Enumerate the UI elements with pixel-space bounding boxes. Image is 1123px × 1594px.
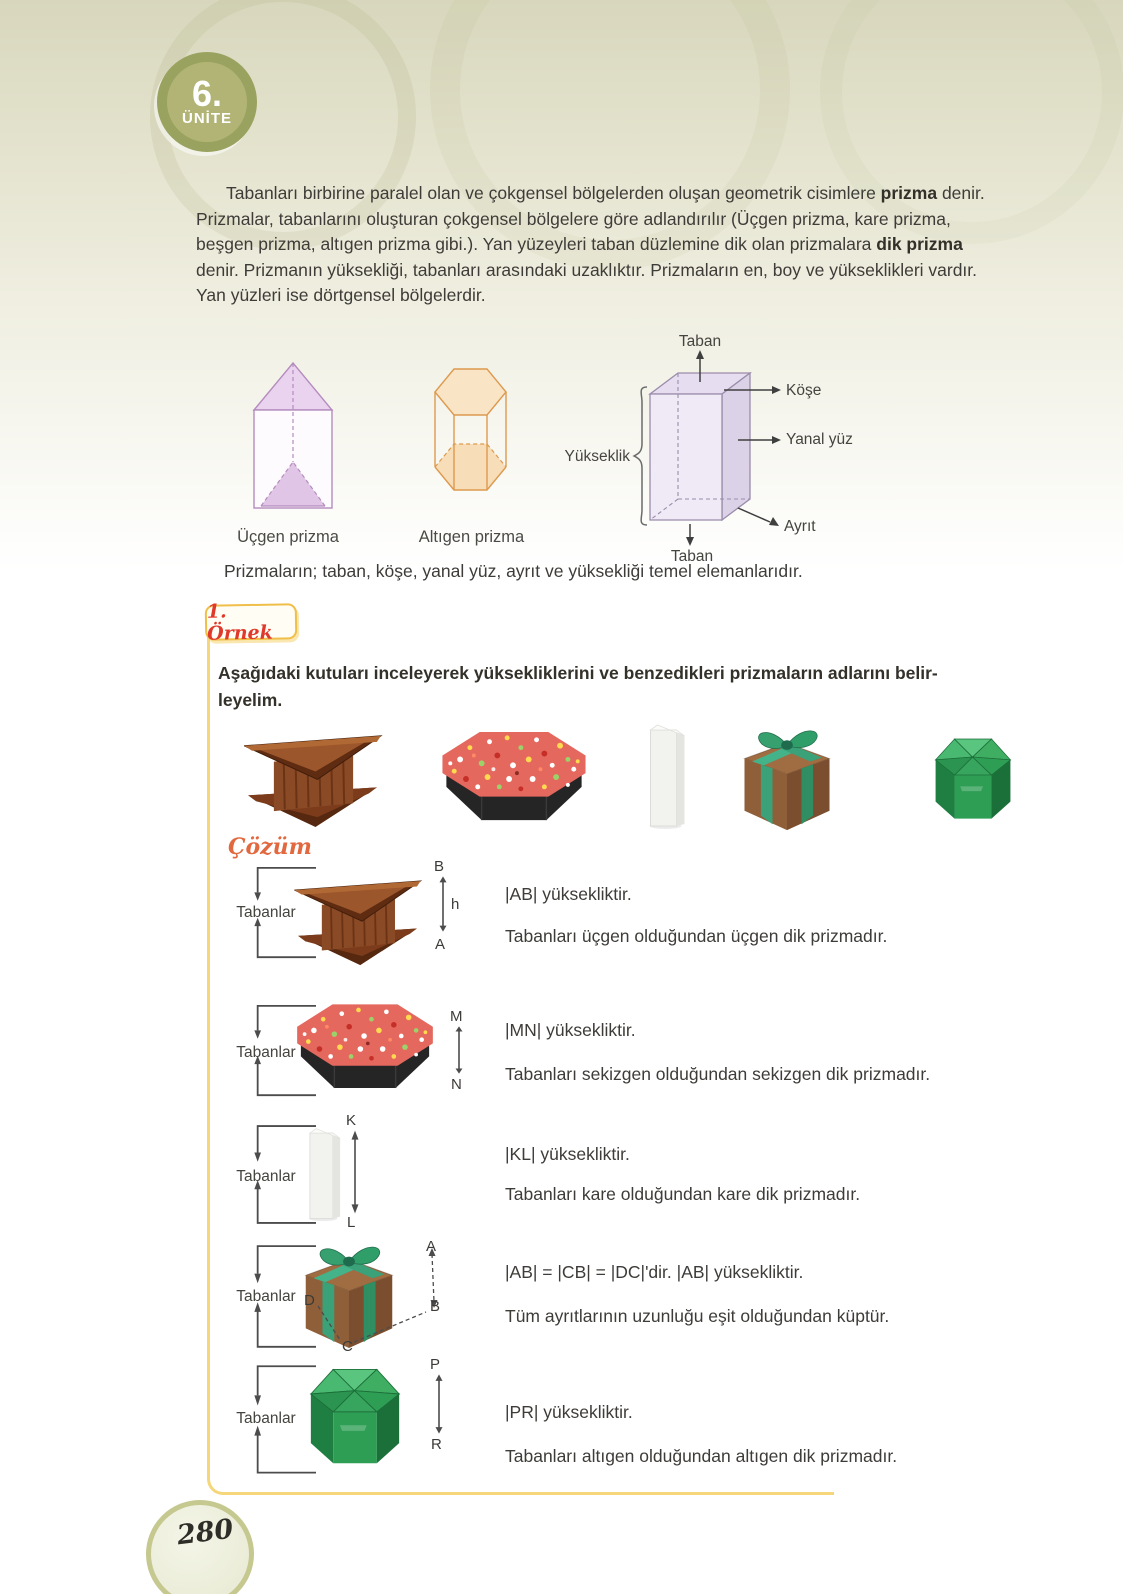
green-hexagonal-box-image [928,726,1018,826]
solution-text-line2: Tabanları kare olduğundan kare dik prizmadır. [505,1184,861,1204]
label-ayrit: Ayrıt [784,518,816,535]
intro-text: denir. Prizmalar, tabanlarını oluşturan çokgensel bölgelere göre adlandırılır (Üçgen prizma, kare prizma, beşgen prizma, altıgen prizma gibi.). Yan yüzeyleri taban düzlemine dik olan prizmalara [196,183,985,254]
example-badge [205,600,298,645]
label-yukseklik: Yükseklik [564,448,630,465]
point-label: C [342,1338,353,1355]
point-label: M [450,1008,463,1025]
solution-row [220,1350,1123,1488]
solution-text-line2: Tabanları sekizgen olduğundan sekizgen dik prizmadır. [505,1064,931,1084]
height-measure-line [453,1026,465,1074]
page-number: 280 [175,1513,236,1552]
wooden-triangular-box-image [285,870,430,966]
elements-sentence: Prizmaların; taban, köşe, yanal yüz, ayrıt ve yüksekliği temel elemanlarıdır. [224,561,803,581]
point-label: K [346,1112,357,1129]
solution-text-line1: |AB| yüksekliktir. [505,884,632,904]
tabanlar-label: Tabanlar [236,1288,296,1305]
unit-number: 6. [191,73,223,114]
example-title: 1. Örnek [206,600,274,645]
point-label: N [451,1076,462,1093]
green-hexagonal-box-image [288,1356,422,1470]
solution-row [220,990,1123,1108]
point-label: D [304,1292,315,1309]
solution-text-line1: |KL| yüksekliktir. [505,1144,630,1164]
intro-paragraph [196,181,996,309]
hexagonal-prism-diagram [423,362,518,520]
solution-row [220,1226,1123,1356]
unit-label: ÜNİTE [182,110,232,127]
example-question [218,660,1028,714]
point-label: R [431,1436,442,1453]
page-number-circle [146,1500,254,1594]
tabanlar-label: Tabanlar [236,1410,296,1427]
octagonal-sprinkle-box-image [428,730,600,828]
label-kose: Köşe [786,382,822,399]
intro-text: Tabanları birbirine paralel olan ve çokgensel bölgelerden oluşan geometrik cisimlere [226,183,881,203]
intro-bold-prizma: prizma [880,183,938,203]
question-line-1: Aşağıdaki kutuları inceleyerek yüksekliklerini ve benzedikleri prizmaların adlarını belir- [218,663,938,683]
height-measure-line [349,1130,361,1214]
question-line-2: leyelim. [218,690,283,710]
solution-row [220,1108,1123,1230]
height-measure-line [433,1374,445,1434]
point-label: L [347,1214,356,1231]
intro-text: denir. Prizmanın yüksekliği, tabanları arasındaki uzaklıktır. Prizmaların en, boy ve yükseklikleri vardır. Yan yüzleri ise dörtgensel bölgelerdir. [196,259,978,305]
label-taban-bottom: Taban [670,548,714,565]
point-label: A [426,1238,437,1255]
wooden-triangular-box-image [235,724,390,828]
cube-edge-measure-lines [270,1232,440,1354]
white-square-column-image [302,1126,348,1222]
intro-bold-dik-prizma: dik prizma [876,234,963,254]
hexagonal-prism-caption: Altıgen prizma [418,528,525,546]
point-label: A [435,936,446,953]
tabanlar-label: Tabanlar [236,1168,296,1185]
label-taban-top: Taban [678,333,722,350]
label-yanal-yuz: Yanal yüz [786,431,853,448]
point-label: P [430,1356,441,1373]
point-label: B [430,1298,441,1315]
brown-gift-cube-image [728,718,846,832]
point-label: B [434,858,445,875]
height-measure-line [437,876,449,932]
solution-text-line2: Tüm ayrıtlarının uzunluğu eşit olduğundan küptür. [505,1306,890,1326]
tabanlar-label: Tabanlar [236,1044,296,1061]
solution-row [220,854,1123,974]
solution-text-line1: |PR| yüksekliktir. [505,1402,633,1422]
triangular-prism-diagram [248,358,338,518]
solution-text-line1: |AB| = |CB| = |DC|'dir. |AB| yüksekliktir. [505,1262,804,1282]
height-label: h [451,896,460,913]
solution-text-line2: Tabanları altıgen olduğundan altıgen dik prizmadır. [505,1446,898,1466]
tabanlar-label: Tabanlar [236,904,296,921]
solution-text-line2: Tabanları üçgen olduğundan üçgen dik prizmadır. [505,926,888,946]
octagonal-sprinkle-box-image [286,1002,444,1096]
solution-text-line1: |MN| yüksekliktir. [505,1020,636,1040]
white-square-column-image [644,722,691,830]
unit-badge [157,52,257,152]
triangular-prism-caption: Üçgen prizma [237,528,339,546]
solution-title: Çözüm [228,834,312,860]
